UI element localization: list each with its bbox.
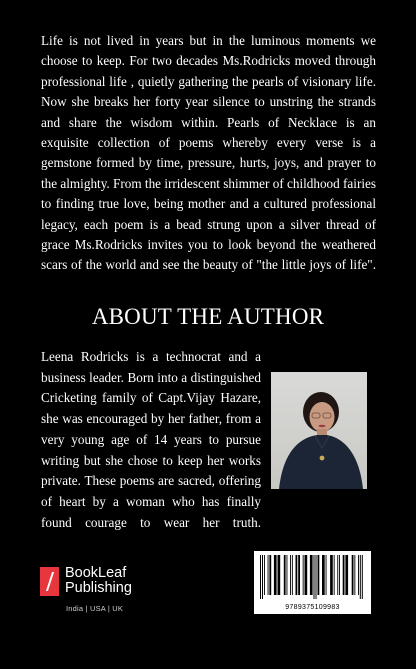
author-photo [271, 372, 367, 489]
isbn-barcode [254, 551, 371, 614]
barcode-bars [259, 555, 366, 599]
isbn-number: 9789375109983 [285, 604, 340, 611]
publisher-regions: India | USA | UK [66, 604, 124, 613]
bookleaf-logo-icon [40, 567, 59, 596]
about-author-heading: ABOUT THE AUTHOR [91, 304, 325, 329]
back-cover-blurb: Life is not lived in years but in the luminous moments we choose to keep. For two decades Ms.Rodricks moved through professional life , quietly gathering the pearls of visionary life. Now she breaks her forty year silence to unstring the strands and share the wisdom within. Pearls of Necklace is an exquisite collection of poems whereby every verse is a gemstone formed by time, pressure, hurts, joys, and prayer to the almighty. From the irridescent shimmer of childhood fairies to finding true love, being mother and a cultured professional legacy, each poem is a bead strung upon a silver thread of grace Ms.Rodricks invites you to look beyond the weathered scars of the world and see the beauty of "the little joys of life". [41, 33, 376, 273]
publisher-logo [40, 566, 132, 606]
author-bio: Leena Rodricks is a technocrat and a business leader. Born into a distinguished Cricketing family of Capt.Vijay Hazare, she was encouraged by her father, from a very young age of 14 years to pursue writing but she chose to keep her works private. These poems are sacred, offering of heart by a woman who has finally found courage to wear her truth. [41, 349, 261, 530]
publisher-name: BookLeaf Publishing [65, 565, 132, 596]
